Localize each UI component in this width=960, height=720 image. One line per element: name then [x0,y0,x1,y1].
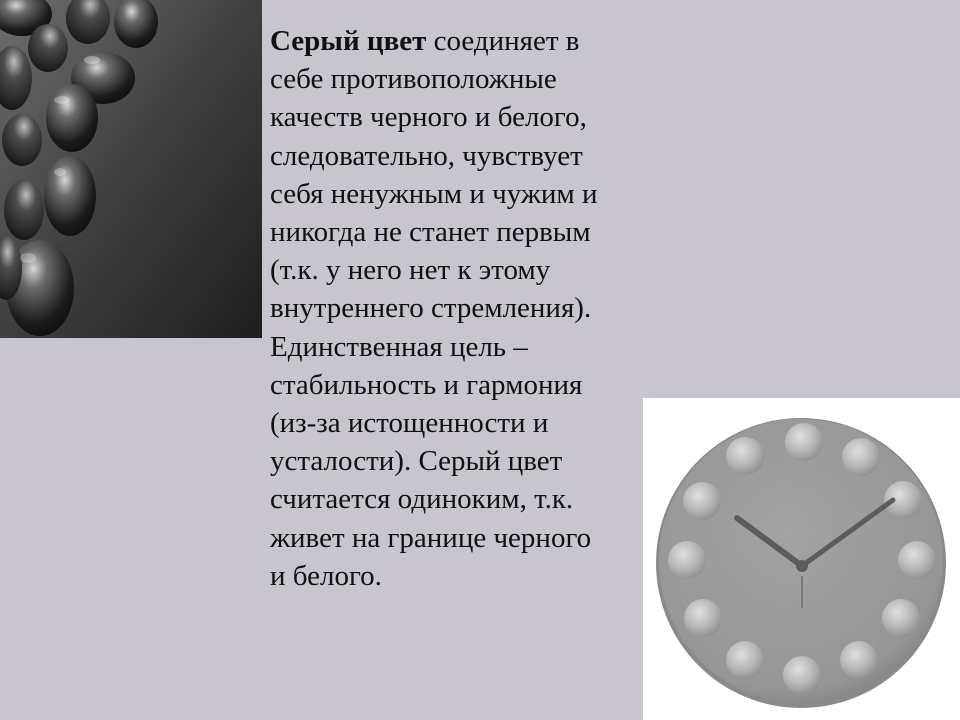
stones-image [0,0,262,338]
paragraph-line: качеств черного и белого, [270,101,587,134]
paragraph-line: Единственная цель – [270,330,528,363]
paragraph-text: соединяет в [426,25,580,57]
paragraph-line: и белого. [270,559,382,592]
paragraph-line: считается одиноким, т.к. [270,483,574,516]
paragraph-line: никогда не станет первым [270,216,591,249]
highlight-term: Серый цвет [270,25,427,57]
paragraph-line: следовательно, чувствует [270,139,583,172]
paragraph-line: усталости). Серый цвет [270,445,563,478]
paragraph-line: стабильность и гармония [270,368,583,401]
paragraph-line: внутреннего стремления). [270,292,592,325]
paragraph-line: (т.к. у него нет к этому [270,254,551,287]
paragraph-line: живет на границе черного [270,521,592,554]
paragraph [270,22,650,595]
paragraph-line-1 [270,22,650,60]
clock-image [643,398,960,720]
paragraph-line: (из-за истощенности и [270,407,549,440]
paragraph-line: себе противоположные [270,63,557,96]
paragraph-line: себя ненужным и чужим и [270,177,598,210]
